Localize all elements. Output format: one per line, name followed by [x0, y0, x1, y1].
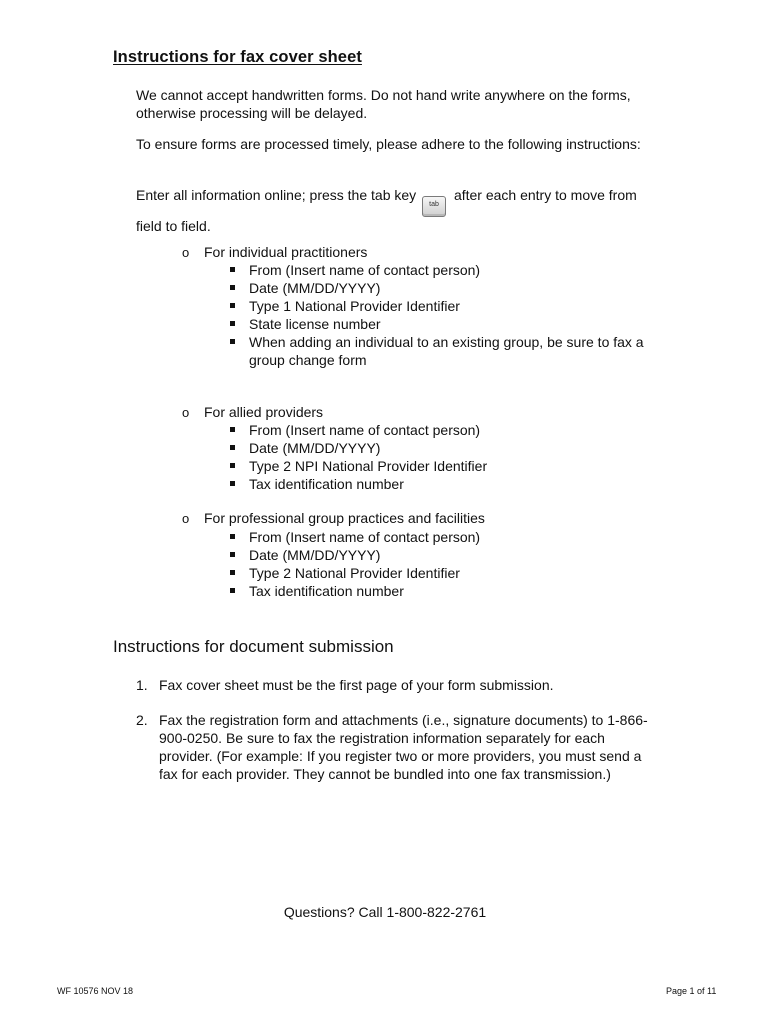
step-number: 2. — [136, 712, 148, 728]
list-item: Type 1 National Provider Identifier — [230, 297, 660, 315]
submission-steps — [136, 676, 656, 800]
step-item — [136, 711, 656, 783]
tab-instruction-after: after each entry to move from field to field. — [136, 187, 637, 234]
step-text: Fax the registration form and attachments (i.e., signature documents) to 1-866-900-0250. Be sure to fax the registration information separately for each provider. (For example: If you register two or more providers, you must send a fax for each provider. They cannot be bundled into one fax transmission.) — [159, 712, 648, 782]
group-heading-label: For allied providers — [204, 404, 324, 420]
list-item: State license number — [230, 315, 660, 333]
list-item: When adding an individual to an existing group, be sure to fax a group change form — [230, 333, 660, 369]
list-item: Type 2 National Provider Identifier — [230, 564, 660, 582]
intro-paragraph-timely: To ensure forms are processed timely, please adhere to the following instructions: — [136, 136, 641, 152]
step-text: Fax cover sheet must be the first page of your form submission. — [159, 677, 554, 693]
step-number: 1. — [136, 677, 148, 693]
intro-paragraph-handwritten: We cannot accept handwritten forms. Do not hand write anywhere on the forms, otherwise processing will be delayed. — [136, 87, 631, 121]
list-item: From (Insert name of contact person) — [230, 421, 660, 439]
circle-bullet-icon: o — [182, 511, 190, 526]
intro-paragraph-tab — [136, 186, 656, 235]
circle-bullet-icon: o — [182, 245, 190, 260]
group-heading-allied — [182, 403, 323, 422]
list-item: Date (MM/DD/YYYY) — [230, 546, 660, 564]
group-heading-individual — [182, 243, 367, 262]
list-item: Tax identification number — [230, 475, 660, 493]
group-heading-label: For individual practitioners — [204, 244, 368, 260]
tab-instruction-before: Enter all information online; press the tab key — [136, 187, 417, 203]
circle-bullet-icon: o — [182, 405, 190, 420]
list-item: Type 2 NPI National Provider Identifier — [230, 457, 660, 475]
step-item — [136, 676, 656, 694]
list-item: Date (MM/DD/YYYY) — [230, 439, 660, 457]
list-item: Date (MM/DD/YYYY) — [230, 279, 660, 297]
group-list-professional — [230, 528, 660, 600]
list-item: Tax identification number — [230, 582, 660, 600]
questions-contact: Questions? Call 1-800-822-2761 — [283, 904, 487, 920]
list-item: From (Insert name of contact person) — [230, 261, 660, 279]
list-item: From (Insert name of contact person) — [230, 528, 660, 546]
group-list-individual — [230, 261, 660, 369]
group-heading-professional — [182, 509, 485, 528]
submission-heading: Instructions for document submission — [113, 637, 394, 656]
footer-page-number: Page 1 of 11 — [666, 986, 717, 996]
group-heading-label: For professional group practices and facilities — [204, 510, 485, 526]
group-list-allied — [230, 421, 660, 493]
page-title: Instructions for fax cover sheet — [113, 48, 362, 66]
footer-form-id: WF 10576 NOV 18 — [57, 986, 134, 996]
tab-key-icon: tab — [422, 196, 446, 217]
